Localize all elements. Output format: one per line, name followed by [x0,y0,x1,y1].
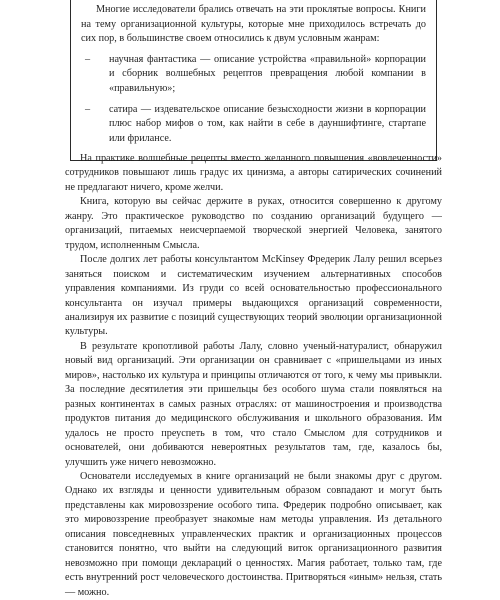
main-text [65,152,442,600]
genre-list-item [81,53,426,97]
list-dash: – [85,103,91,115]
paragraph: В результате кропотливой работы Лалу, словно ученый-натуралист, обнаружил новый вид организаций. Эти организации он сравнивает с «пришельцами из иных миров», настолько их культура и принципы отличаются от того, к чему мы привыкли. За последние десятилетия эти пришельцы без особого шума стали появляться на разных континентах в самых разных отраслях: от машиностроения и производства продуктов питания до медицинского обслуживания и школьного образования. Им удалось не просто преуспеть в том, что стало Смыслом для сотрудников и основателей, они добиваются невероятных результатов там, где, казалось бы, улучшить уже ничего невозможно. [65,340,442,468]
genre-list-item-text: научная фантастика — описание устройства «правильной» корпорации и сборник волшебных рецептов превращения любой компании в «правильную»; [109,53,426,94]
genre-list-item [81,103,426,147]
paragraph: На практике волшебные рецепты вместо желанного повышения «вовлеченности» сотрудников повышают лишь градус их цинизма, а авторы сатирических сочинений не предлагают ничего, кроме желчи. [65,153,442,193]
genre-list [81,53,426,147]
framed-note [70,0,437,161]
framed-note-intro: Многие исследователи брались отвечать на эти проклятые вопросы. Книги на тему организационной культуры, которые мне приходилось встречать до сих пор, в большинстве своем относились к двум условным жанрам: [81,4,426,45]
paragraph: После долгих лет работы консультантом McKinsey Фредерик Лалу решил всерьез заняться поиском и систематическим изучением альтернативных способов управления компаниями. Из груди со всей основательностью профессионального консультанта он изучал примеры выдающихся организаций современности, анализируя их развитие с позиций существующих теорий эволюции организационной культуры. [65,254,442,338]
list-dash: – [85,53,91,65]
genre-list-item-text: сатира — издевательское описание безысходности жизни в корпорации плюс набор мифов о том, как найти в себе в дауншифтинге, стартапе или фрилансе. [109,103,426,144]
paragraph: Книга, которую вы сейчас держите в руках, относится совершенно к другому жанру. Это практическое руководство по созданию организаций будущего — организаций, питаемых неисчерпаемой творческой энергией Человека, занятого трудом, исполненным Смысла. [65,196,442,251]
paragraph: Основатели исследуемых в книге организаций не были знакомы друг с другом. Однако их взгляды и ценности удивительным образом совпадают и могут быть представлены как мировоззрение особого типа. Фредерик подробно описывает, как это мировоззрение преобразует знакомые нам методы управления. Из детального описания повседневных управленческих практик и организационных процессов становится понятно, что выйти на следующий виток организационного развития невозможно при помощи деклараций о ценностях. Магия работает, только там, где есть внутренний рост человеческого достоинства. Притворяться «иным» нельзя, стать — можно. [65,470,442,598]
